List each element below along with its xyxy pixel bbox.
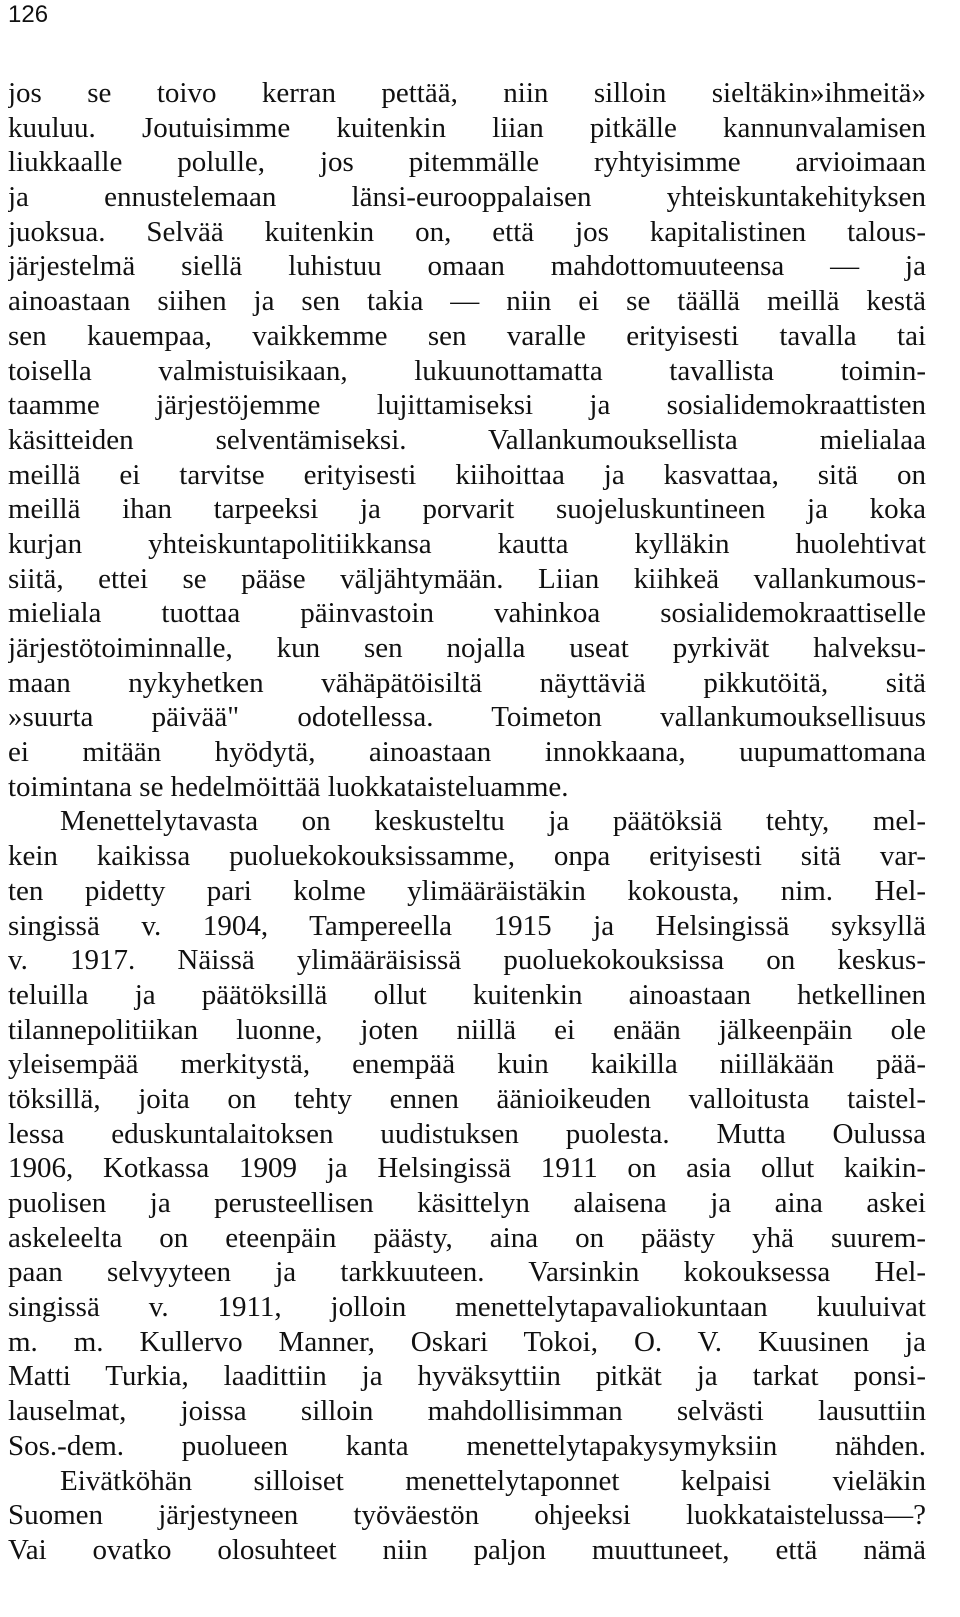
text-line: lessa eduskuntalaitoksen uudistuksen puolesta. Mutta Oulussa <box>8 1117 926 1150</box>
text-line: järjestötoiminnalle, kun sen nojalla useat pyrkivät halveksu- <box>8 632 926 664</box>
page-number: 126 <box>8 1 49 28</box>
text-line: ainoastaan siihen ja sen takia — niin ei se täällä meillä kestä <box>8 285 926 318</box>
text-line: Sos.-dem. puolueen kanta menettelytapakysymyksiin nähden. <box>8 1429 926 1462</box>
text-line: kurjan yhteiskuntapolitiikkansa kautta kylläkin huolehtivat <box>8 527 926 560</box>
text-line: ten pidetty pari kolme ylimääräistäkin kokousta, nim. Hel- <box>8 874 926 907</box>
text-line: sen kauempaa, vaikkemme sen varalle erityisesti tavalla tai <box>8 319 926 352</box>
text-line: lauselmat, joissa silloin mahdollisimman selvästi lausuttiin <box>8 1395 926 1428</box>
text-line: järjestelmä siellä luhistuu omaan mahdottomuuteensa — ja <box>8 250 926 283</box>
text-line: jos se toivo kerran pettää, niin silloin sieltäkin»ihmeitä» <box>8 77 926 109</box>
text-line: kuuluu. Joutuisimme kuitenkin liian pitkälle kannunvalamisen <box>8 111 926 144</box>
text-line: käsitteiden selventämiseksi. Vallankumouksellista mielialaa <box>8 423 926 456</box>
text-line: singissä v. 1904, Tampereella 1915 ja Helsingissä syksyllä <box>8 909 926 942</box>
text-line: m. m. Kullervo Manner, Oskari Tokoi, O. V. Kuusinen ja <box>8 1325 926 1358</box>
paragraph-last-line: toimintana se hedelmöittää luokkataisteluamme. <box>8 770 569 803</box>
text-line: Matti Turkia, laadittiin ja hyväksyttiin pitkät ja tarkat ponsi- <box>8 1360 926 1393</box>
text-line: juoksua. Selvää kuitenkin on, että jos kapitalistinen talous- <box>8 215 926 248</box>
text-line: yleisempää merkitystä, enempää kuin kaikilla niilläkään pää- <box>8 1048 926 1081</box>
text-line: singissä v. 1911, jolloin menettelytapavaliokuntaan kuuluivat <box>8 1291 926 1324</box>
document-body <box>8 76 926 1568</box>
text-line: »suurta päivää" odotellessa. Toimeton vallankumouksellisuus <box>8 701 926 734</box>
text-line: toisella valmistuisikaan, lukuunottamatta tavallista toimin- <box>8 354 926 387</box>
text-line: maan nykyhetken vähäpätöisiltä näyttäviä pikkutöitä, sitä <box>8 666 926 699</box>
text-line: taamme järjestöjemme lujittamiseksi ja sosialidemokraattisten <box>8 389 926 422</box>
text-line: Vai ovatko olosuhteet niin paljon muuttuneet, että nämä <box>8 1533 926 1566</box>
text-line: kein kaikissa puoluekokouksissamme, onpa erityisesti sitä var- <box>8 840 926 873</box>
text-line: puolisen ja perusteellisen käsittelyn alaisena ja aina askei <box>8 1187 926 1219</box>
paragraph-first-line: Eivätköhän silloiset menettelytaponnet kelpaisi vieläkin <box>60 1464 926 1497</box>
text-line: Suomen järjestyneen työväestön ohjeeksi luokkataistelussa—? <box>8 1499 926 1532</box>
text-line: töksillä, joita on tehty ennen äänioikeuden valloitusta taistel- <box>8 1082 926 1115</box>
text-line: ei mitään hyödytä, ainoastaan innokkaana, uupumattomana <box>8 736 926 769</box>
paragraph-first-line: Menettelytavasta on keskusteltu ja päätöksiä tehty, mel- <box>60 805 926 838</box>
text-line: mieliala tuottaa päinvastoin vahinkoa sosialidemokraattiselle <box>8 597 926 630</box>
text-line: 1906, Kotkassa 1909 ja Helsingissä 1911 on asia ollut kaikin- <box>8 1152 926 1185</box>
text-line: paan selvyyteen ja tarkkuuteen. Varsinkin kokouksessa Hel- <box>8 1256 926 1289</box>
text-line: liukkaalle polulle, jos pitemmälle ryhtyisimme arvioimaan <box>8 146 926 179</box>
text-line: v. 1917. Näissä ylimääräisissä puoluekokouksissa on keskus- <box>8 944 926 977</box>
text-line: ja ennustelemaan länsi-eurooppalaisen yhteiskuntakehityksen <box>8 181 926 214</box>
text-line: siitä, ettei se pääse väljähtymään. Liian kiihkeä vallankumous- <box>8 562 926 595</box>
text-line: meillä ihan tarpeeksi ja porvarit suojeluskuntineen ja koka <box>8 493 926 526</box>
text-line: meillä ei tarvitse erityisesti kiihoittaa ja kasvattaa, sitä on <box>8 458 926 491</box>
text-line: tilannepolitiikan luonne, joten niillä ei enään jälkeenpäin ole <box>8 1013 926 1046</box>
text-line: teluilla ja päätöksillä ollut kuitenkin ainoastaan hetkellinen <box>8 978 926 1011</box>
text-line: askeleelta on eteenpäin päästy, aina on päästy yhä suurem- <box>8 1221 926 1254</box>
